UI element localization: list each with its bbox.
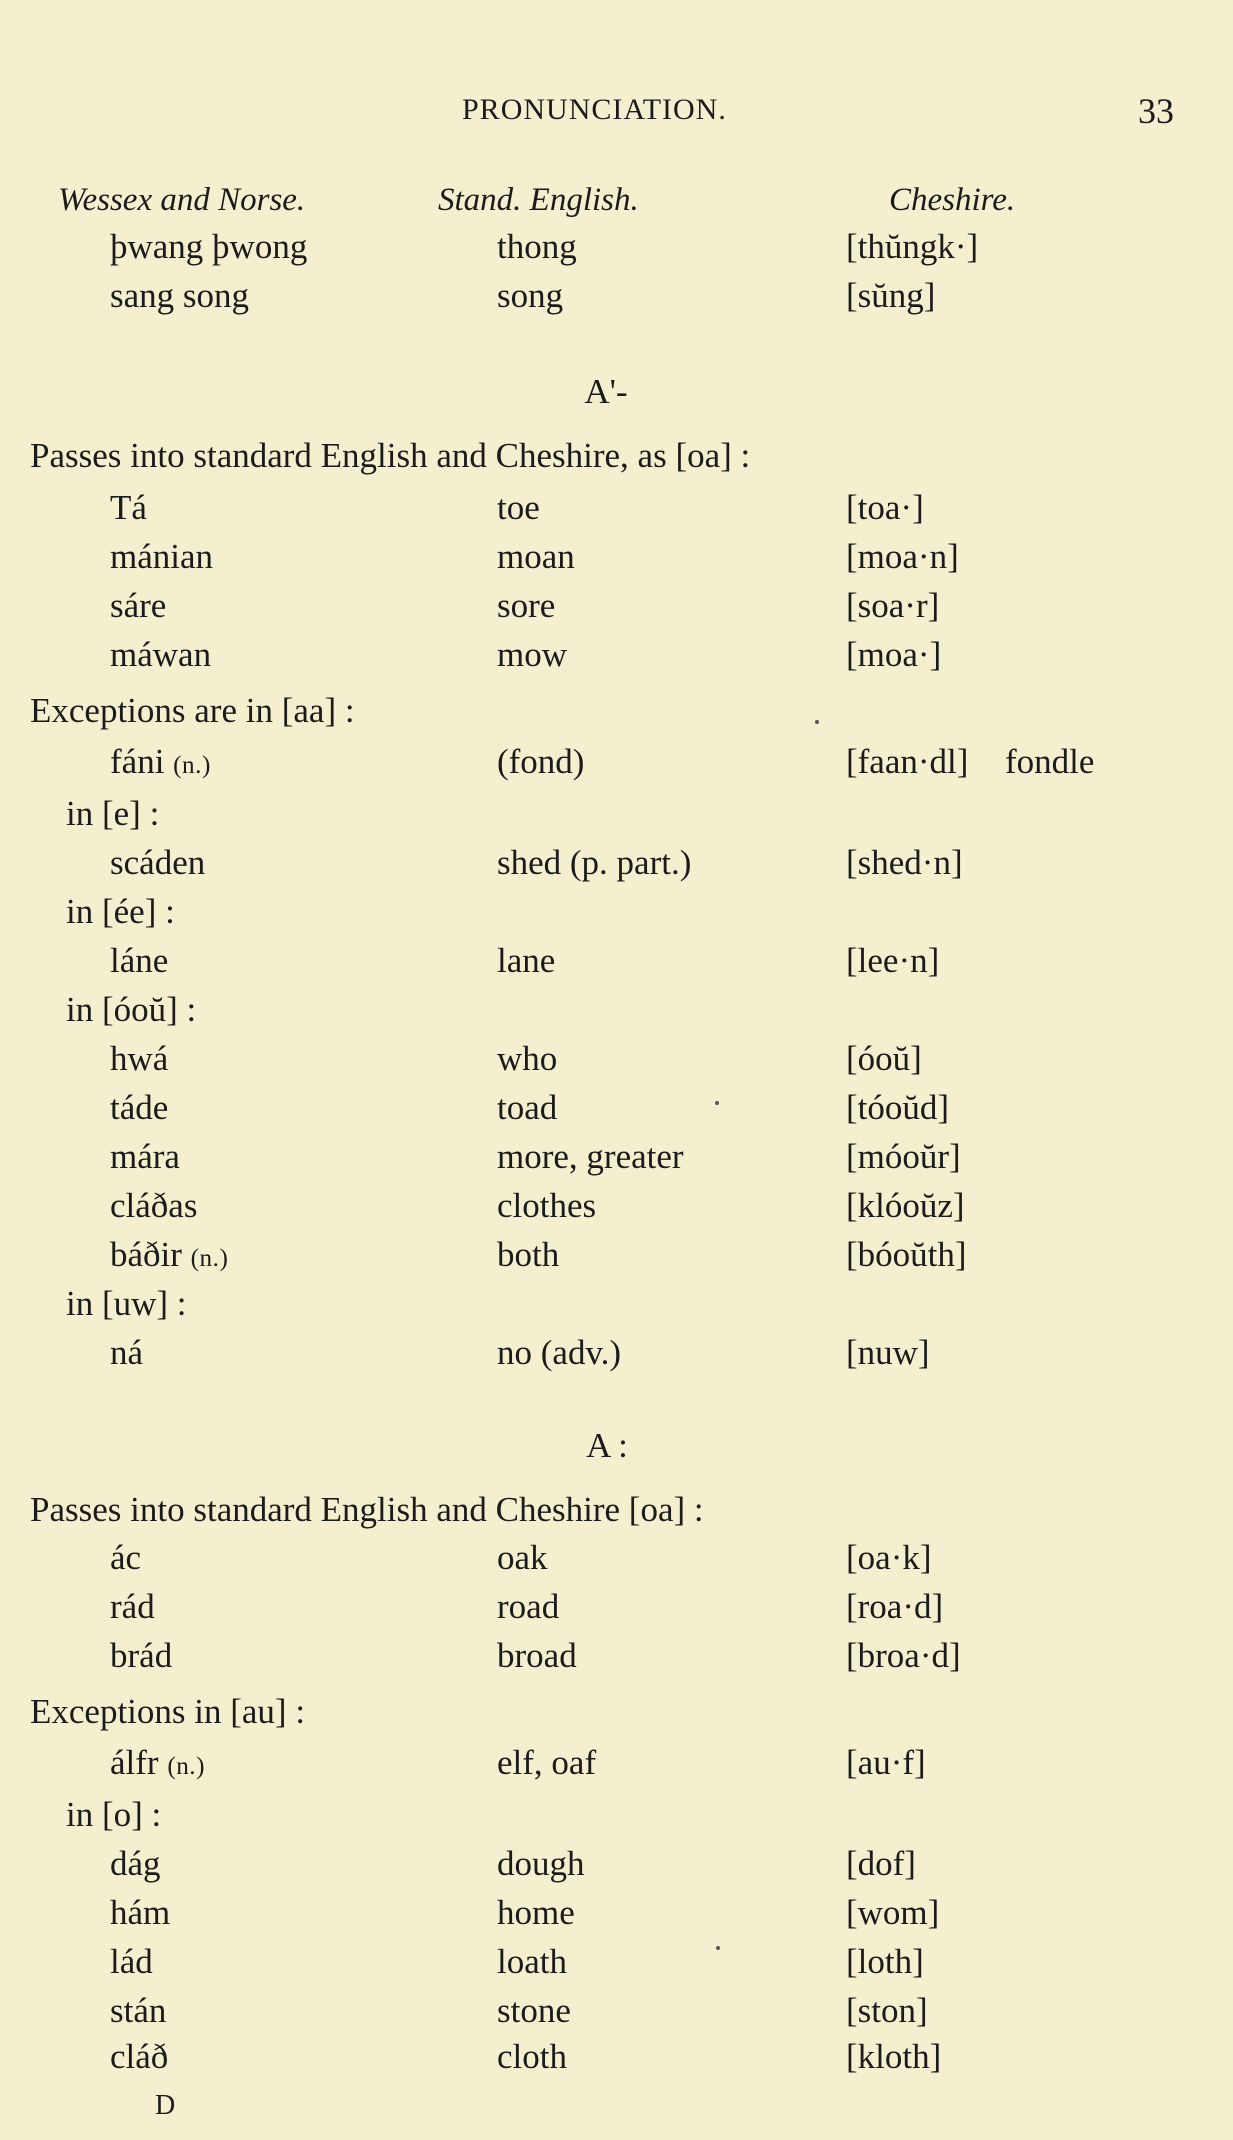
word-wessex-text: fáni	[110, 742, 165, 781]
word-wessex: mára	[110, 1137, 180, 1176]
word-cheshire: [soa·r]	[846, 586, 940, 625]
word-cheshire: [toa·]	[846, 488, 924, 527]
section-intro: Passes into standard English and Cheshire [oa] :	[30, 1490, 704, 1529]
sub-label: in [ée] :	[66, 892, 175, 931]
word-standard: loath	[497, 1942, 567, 1981]
word-cheshire: [shed·n]	[846, 843, 963, 882]
word-wessex	[110, 744, 211, 779]
word-wessex: cláðas	[110, 1186, 198, 1225]
grammar-note: (n.)	[167, 1753, 205, 1780]
column-header-wessex: Wessex and Norse.	[58, 182, 306, 218]
word-standard: (fond)	[497, 742, 585, 781]
word-cheshire: [roa·d]	[846, 1587, 944, 1626]
word-wessex: scáden	[110, 843, 206, 882]
word-wessex: hám	[110, 1893, 171, 1932]
word-standard: thong	[497, 227, 577, 266]
word-standard: song	[497, 276, 564, 315]
grammar-note: (n.)	[173, 752, 211, 779]
word-cheshire: [wom]	[846, 1893, 940, 1932]
sub-label: in [o] :	[66, 1795, 162, 1834]
word-cheshire: [oa·k]	[846, 1538, 932, 1577]
word-cheshire: [faan·dl]	[846, 742, 969, 781]
word-cheshire: [loth]	[846, 1942, 924, 1981]
word-wessex: cláð	[110, 2037, 169, 2076]
word-standard: toad	[497, 1088, 558, 1127]
word-cheshire: [nuw]	[846, 1333, 930, 1372]
word-cheshire: [thŭngk·]	[846, 227, 979, 266]
word-wessex: stán	[110, 1991, 167, 2030]
word-wessex: dág	[110, 1844, 161, 1883]
signature-mark: D	[155, 2090, 176, 2121]
word-standard: road	[497, 1587, 560, 1626]
word-cheshire: [móoŭr]	[846, 1137, 961, 1176]
word-cheshire: [moa·n]	[846, 537, 959, 576]
sub-label: in [óoŭ] :	[66, 990, 197, 1029]
word-cheshire: [kloth]	[846, 2037, 942, 2076]
word-wessex: brád	[110, 1636, 173, 1675]
exceptions-label: Exceptions in [au] :	[30, 1692, 306, 1731]
word-standard: clothes	[497, 1186, 597, 1225]
word-wessex-text: álfr	[110, 1743, 159, 1782]
page-number: 33	[1138, 91, 1174, 131]
word-cheshire: [klóoŭz]	[846, 1186, 965, 1225]
column-header-standard: Stand. English.	[438, 182, 639, 218]
section-intro: Passes into standard English and Cheshire, as [oa] :	[30, 436, 751, 475]
word-cheshire: [sŭng]	[846, 276, 936, 315]
word-cheshire: [óoŭ]	[846, 1039, 922, 1078]
word-extra-gloss: fondle	[1005, 742, 1095, 781]
word-wessex: láne	[110, 941, 169, 980]
word-standard: elf, oaf	[497, 1743, 597, 1782]
word-wessex: hwá	[110, 1039, 169, 1078]
word-cheshire: [tóoŭd]	[846, 1088, 950, 1127]
word-wessex: þwang þwong	[110, 227, 308, 266]
word-standard: both	[497, 1235, 560, 1274]
word-standard: mow	[497, 635, 567, 674]
word-standard: oak	[497, 1538, 548, 1577]
print-speck	[716, 1946, 720, 1950]
word-cheshire: [ston]	[846, 1991, 928, 2030]
sub-label: in [uw] :	[66, 1284, 187, 1323]
word-cheshire: [moa·]	[846, 635, 942, 674]
print-speck	[715, 1101, 719, 1105]
word-standard: no (adv.)	[497, 1333, 622, 1372]
word-standard: stone	[497, 1991, 571, 2030]
word-wessex: sáre	[110, 586, 167, 625]
word-standard: shed (p. part.)	[497, 843, 692, 882]
grammar-note: (n.)	[190, 1245, 229, 1272]
word-wessex: Tá	[110, 488, 147, 527]
word-wessex: máwan	[110, 635, 212, 674]
word-standard: cloth	[497, 2037, 567, 2076]
word-cheshire: [lee·n]	[846, 941, 940, 980]
print-speck	[815, 720, 819, 724]
section-heading-a-prime: A'-	[584, 372, 628, 411]
word-wessex-text: báðir	[110, 1235, 182, 1274]
word-standard: who	[497, 1039, 558, 1078]
sub-label: in [e] :	[66, 794, 160, 833]
column-header-cheshire: Cheshire.	[889, 182, 1016, 218]
word-standard: moan	[497, 537, 575, 576]
word-wessex: táde	[110, 1088, 169, 1127]
word-wessex: sang song	[110, 276, 250, 315]
word-standard: home	[497, 1893, 575, 1932]
word-wessex: ná	[110, 1333, 144, 1372]
section-heading-a: A :	[586, 1426, 628, 1465]
word-wessex: ác	[110, 1538, 142, 1577]
word-standard: dough	[497, 1844, 585, 1883]
word-wessex: mánian	[110, 537, 214, 576]
word-cheshire: [bóoŭth]	[846, 1235, 967, 1274]
exceptions-label: Exceptions are in [aa] :	[30, 691, 355, 730]
word-cheshire: [au·f]	[846, 1743, 926, 1782]
word-standard: more, greater	[497, 1137, 684, 1176]
word-standard: toe	[497, 488, 540, 527]
word-cheshire: [broa·d]	[846, 1636, 961, 1675]
word-standard: broad	[497, 1636, 577, 1675]
word-wessex: lád	[110, 1942, 153, 1981]
word-wessex	[110, 1745, 205, 1780]
word-standard: sore	[497, 586, 556, 625]
running-header: PRONUNCIATION.	[462, 93, 727, 126]
word-wessex: rád	[110, 1587, 155, 1626]
word-wessex	[110, 1237, 228, 1272]
word-cheshire: [dof]	[846, 1844, 916, 1883]
word-standard: lane	[497, 941, 556, 980]
